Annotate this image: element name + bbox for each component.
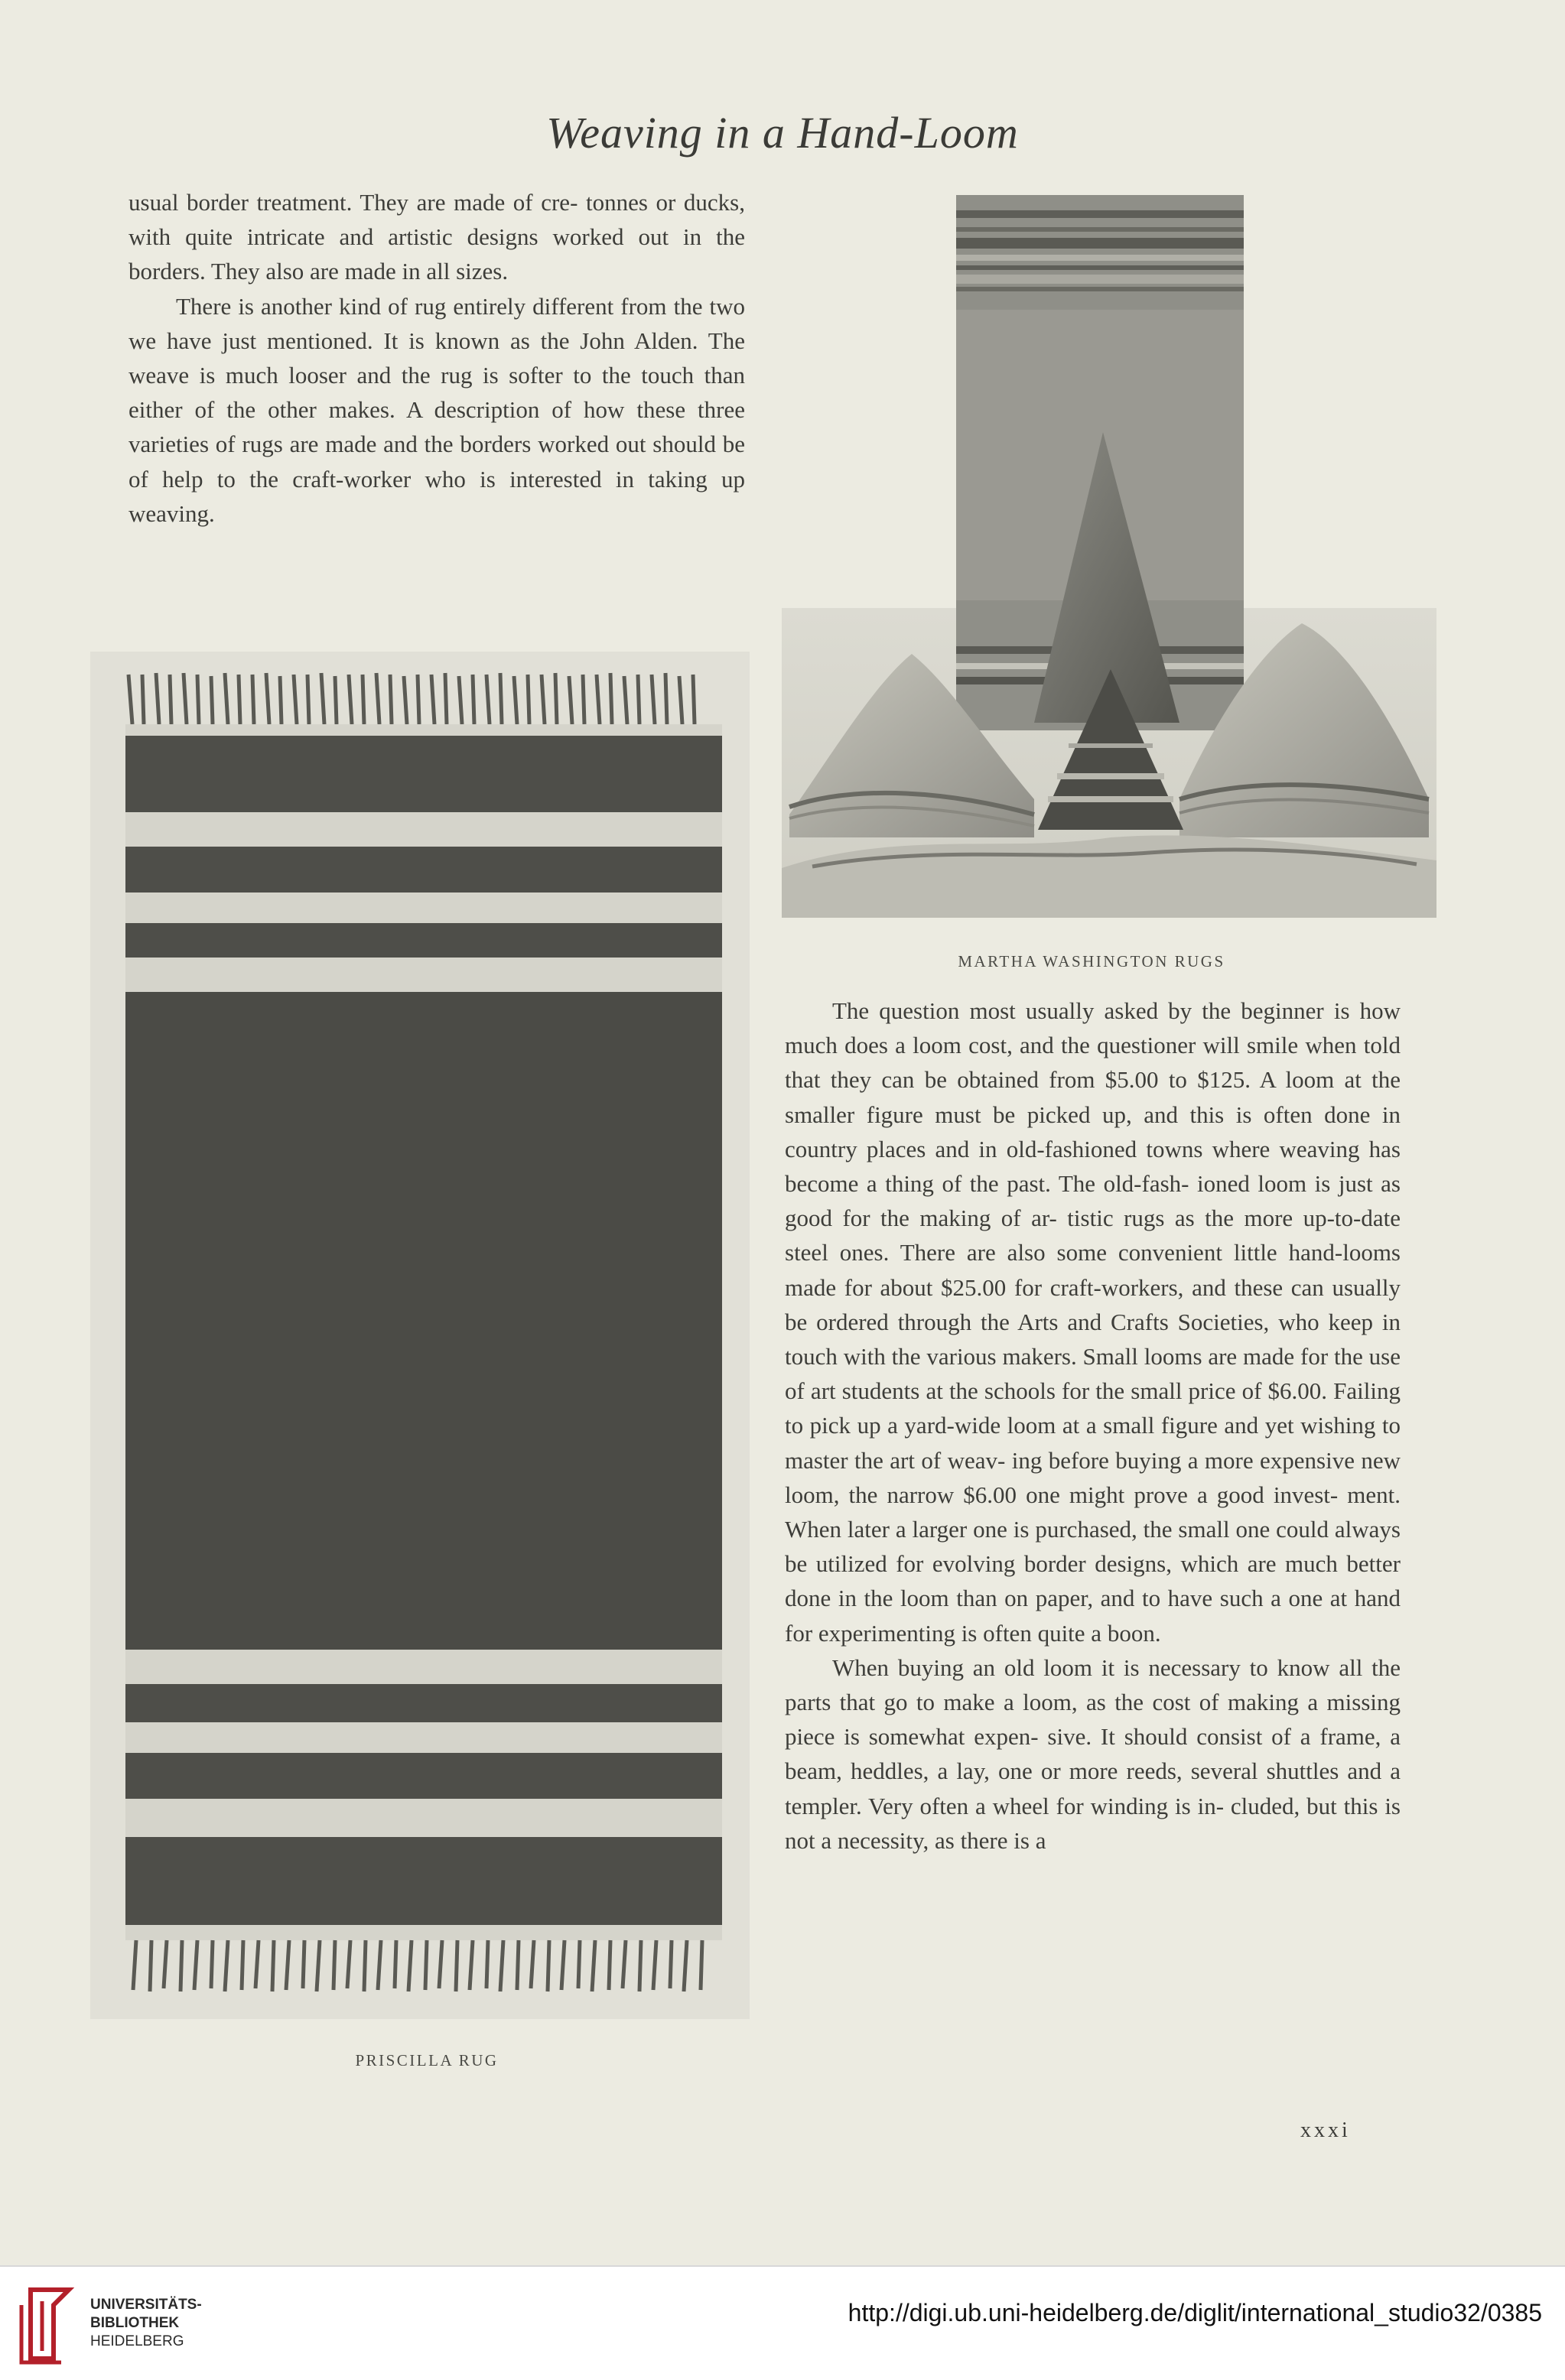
library-logo-icon: [15, 2282, 81, 2366]
source-url-link[interactable]: http://digi.ub.uni-heidelberg.de/diglit/international_studio32/0385: [848, 2299, 1542, 2326]
running-head: Weaving in a Hand-Loom: [546, 108, 1019, 158]
library-footer: [0, 2265, 1565, 2380]
paragraph: The question most usually asked by the beginner is how much does a loom cost, and the questioner will smile when told that they can be obtained from $5.00 to $125. A loom at the smaller figure must be picked up, and this is often done in country places and in old-fashioned towns where weaving has become a thing of the past. The old-fash- ioned loom is just as good for the making of ar- tistic rugs as the more up-to-date steel ones. There are also some convenient little hand-looms made for about $25.00 for craft-workers, and these can usually be ordered through the Arts and Crafts Societies, who keep in touch with the various makers. Small looms are made for the use of art students at the schools for the small price of $6.00. Failing to pick up a yard-wide loom at a small figure and yet wishing to master the art of weav- ing before buying a more expensive new loom, the narrow $6.00 one might prove a good invest- ment. When later a larger one is purchased, the small one could always be utilized for evolving border designs, which are much better done in the loom than on paper, and to have such a one at hand for experimenting is often quite a boon.: [785, 997, 1401, 1647]
right-text-column: [785, 993, 1401, 1858]
paragraph: There is another kind of rug entirely different from the two we have just mentioned. It is known as the John Alden. The weave is much looser and the rug is softer to the touch than either of the other makes. A description of how these three varieties of rugs are made and the borders worked out should be of help to the craft-worker who is interested in taking up weaving.: [129, 292, 745, 527]
paragraph: usual border treatment. They are made of cre- tonnes or ducks, with quite intricate and artistic designs worked out in the borders. They also are made in all sizes.: [129, 189, 745, 285]
paragraph: When buying an old loom it is necessary to know all the parts that go to make a loom, as the cost of making a missing piece is somewhat expen- sive. It should consist of a frame, a beam, heddles, a lay, one or more reeds, several shuttles and a templer. Very often a wheel for winding is in- cluded, but this is not a necessity, as there is a: [785, 1653, 1401, 1854]
priscilla-rug-image: [90, 652, 750, 2019]
library-name: [90, 2296, 202, 2351]
martha-washington-caption: MARTHA WASHINGTON RUGS: [958, 952, 1225, 971]
library-name-line: BIBLIOTHEK: [90, 2315, 180, 2331]
left-text-column: [129, 185, 745, 531]
library-name-line: HEIDELBERG: [90, 2333, 184, 2349]
page-number: xxxi: [1300, 2118, 1351, 2142]
priscilla-rug-caption: PRISCILLA RUG: [355, 2051, 499, 2069]
library-name-line: UNIVERSITÄTS-: [90, 2297, 202, 2313]
martha-washington-rugs-image: [782, 195, 1436, 918]
